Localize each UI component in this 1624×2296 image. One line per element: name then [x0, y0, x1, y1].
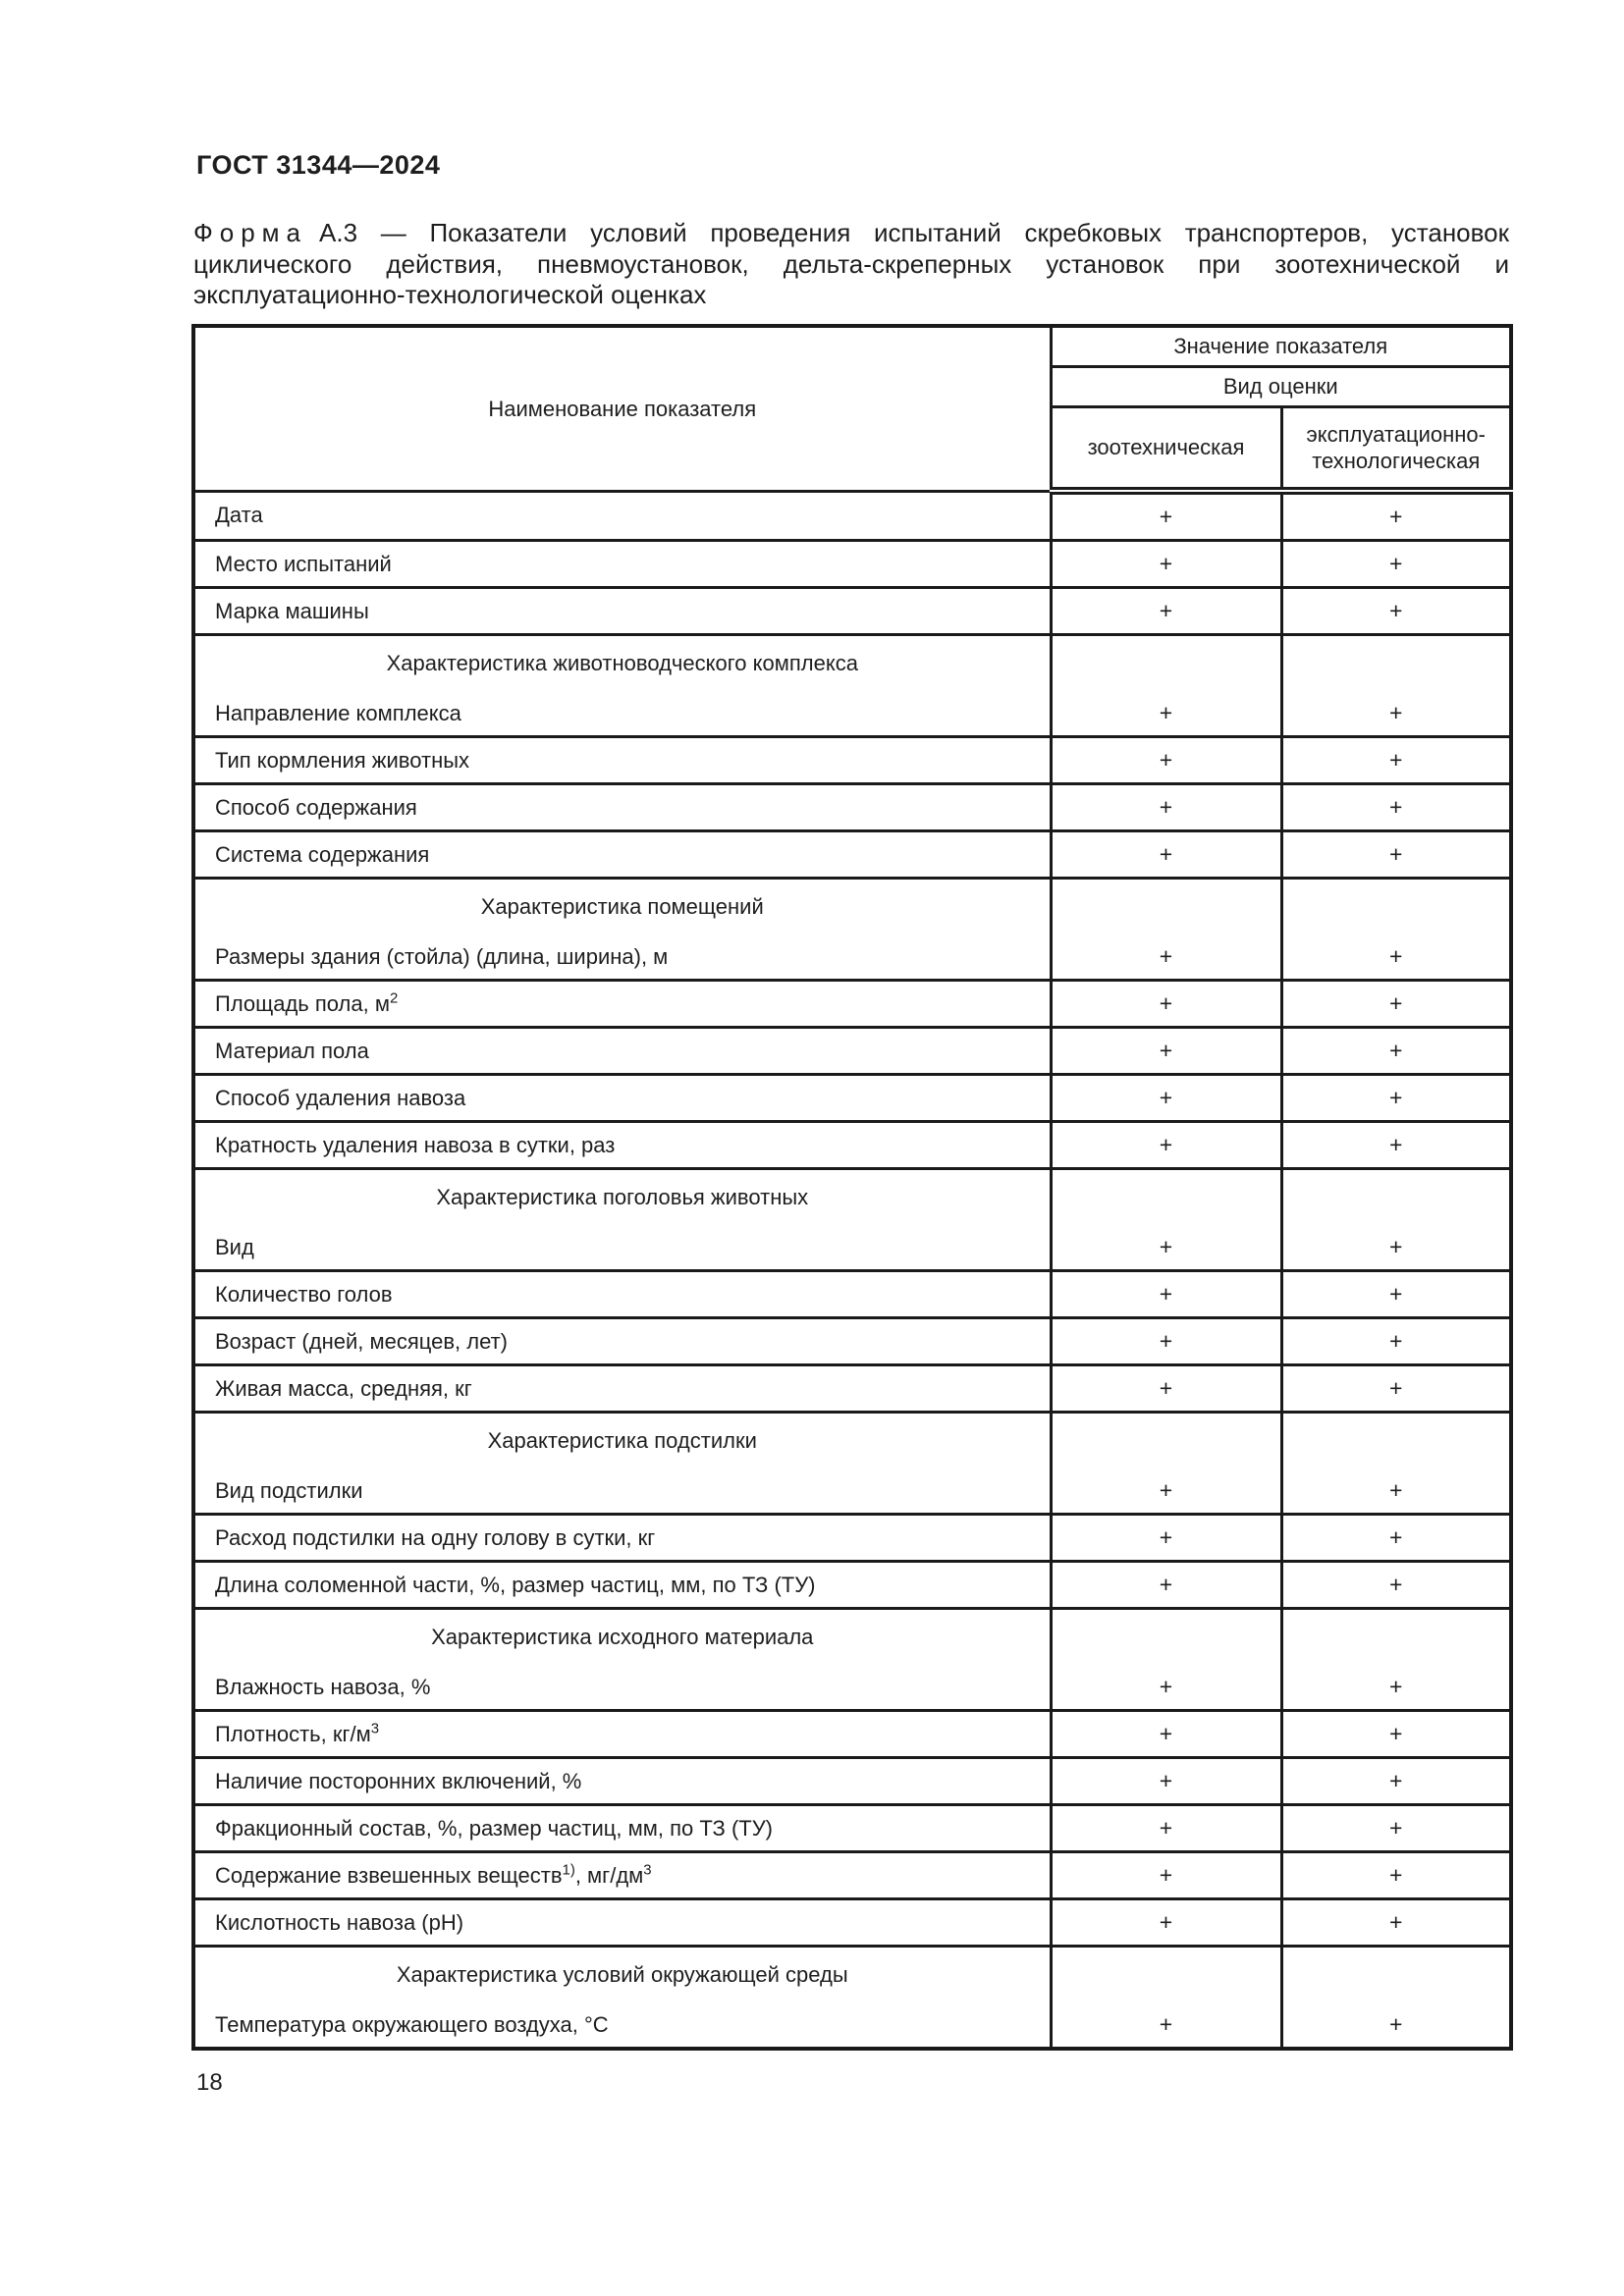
section-row	[193, 635, 1511, 692]
mark-cell-empty	[1281, 1169, 1511, 1226]
table-row	[193, 831, 1511, 879]
table-header	[193, 326, 1511, 491]
test-conditions-table	[191, 324, 1513, 2051]
table-row	[193, 737, 1511, 784]
superscript: 2	[389, 989, 399, 1007]
form-caption-separator: —	[380, 218, 406, 247]
plus-mark-cell: +	[1051, 1122, 1281, 1169]
mark-cell-empty	[1051, 1169, 1281, 1226]
section-title: Характеристика исходного материала	[193, 1609, 1051, 1666]
section-row	[193, 1413, 1511, 1469]
plus-mark-cell: +	[1051, 1805, 1281, 1852]
section-row	[193, 1947, 1511, 2003]
table-row	[193, 1562, 1511, 1609]
table-row	[193, 1468, 1511, 1515]
mark-cell-empty	[1051, 879, 1281, 935]
indicator-name: Размеры здания (стойла) (длина, ширина), м	[193, 934, 1051, 981]
plus-mark-cell: +	[1281, 1468, 1511, 1515]
superscript: 3	[370, 1720, 380, 1737]
column-header-indicator-value: Значение показателя	[1051, 326, 1511, 367]
table-row	[193, 1711, 1511, 1758]
column-header-operational-technological: эксплуатационно-технологическая	[1281, 407, 1511, 492]
mark-cell-empty	[1051, 635, 1281, 692]
section-title: Характеристика помещений	[193, 879, 1051, 935]
plus-mark-cell: +	[1051, 1515, 1281, 1562]
plus-mark-cell: +	[1281, 934, 1511, 981]
plus-mark-cell: +	[1051, 491, 1281, 541]
plus-mark-cell: +	[1281, 1805, 1511, 1852]
plus-mark-cell: +	[1281, 1075, 1511, 1122]
page-number: 18	[196, 2069, 223, 2096]
section-row	[193, 1609, 1511, 1666]
superscript: 1)	[562, 1861, 575, 1879]
plus-mark-cell: +	[1051, 1899, 1281, 1947]
table-row	[193, 1225, 1511, 1271]
indicator-name: Способ удаления навоза	[193, 1075, 1051, 1122]
superscript: 3	[643, 1861, 652, 1879]
plus-mark-cell: +	[1051, 541, 1281, 588]
indicator-name: Дата	[193, 491, 1051, 541]
plus-mark-cell: +	[1281, 1852, 1511, 1899]
table-row	[193, 1805, 1511, 1852]
mark-cell-empty	[1051, 1947, 1281, 2003]
indicator-name: Температура окружающего воздуха, °С	[193, 2002, 1051, 2049]
indicator-name: Система содержания	[193, 831, 1051, 879]
table-row	[193, 1318, 1511, 1365]
section-title: Характеристика условий окружающей среды	[193, 1947, 1051, 2003]
indicator-name: Фракционный состав, %, размер частиц, мм, по ТЗ (ТУ)	[193, 1805, 1051, 1852]
plus-mark-cell: +	[1051, 1468, 1281, 1515]
plus-mark-cell: +	[1051, 1225, 1281, 1271]
indicator-name: Место испытаний	[193, 541, 1051, 588]
plus-mark-cell: +	[1051, 1075, 1281, 1122]
plus-mark-cell: +	[1051, 1318, 1281, 1365]
plus-mark-cell: +	[1281, 784, 1511, 831]
plus-mark-cell: +	[1281, 981, 1511, 1028]
plus-mark-cell: +	[1281, 1365, 1511, 1413]
mark-cell-empty	[1281, 635, 1511, 692]
plus-mark-cell: +	[1051, 981, 1281, 1028]
plus-mark-cell: +	[1281, 1758, 1511, 1805]
section-row	[193, 879, 1511, 935]
mark-cell-empty	[1051, 1413, 1281, 1469]
table-row	[193, 541, 1511, 588]
indicator-name: Наличие посторонних включений, %	[193, 1758, 1051, 1805]
plus-mark-cell: +	[1281, 1225, 1511, 1271]
table-row	[193, 1899, 1511, 1947]
plus-mark-cell: +	[1051, 2002, 1281, 2049]
indicator-name: Количество голов	[193, 1271, 1051, 1318]
plus-mark-cell: +	[1051, 1271, 1281, 1318]
indicator-name: Способ содержания	[193, 784, 1051, 831]
indicator-name: Вид	[193, 1225, 1051, 1271]
section-title: Характеристика подстилки	[193, 1413, 1051, 1469]
indicator-name: Влажность навоза, %	[193, 1665, 1051, 1711]
plus-mark-cell: +	[1051, 831, 1281, 879]
table-row	[193, 1515, 1511, 1562]
plus-mark-cell: +	[1281, 1318, 1511, 1365]
form-caption-number: А.3	[319, 218, 358, 247]
plus-mark-cell: +	[1051, 737, 1281, 784]
form-caption-label: Форма	[193, 218, 308, 247]
table-row	[193, 1122, 1511, 1169]
column-header-evaluation-kind: Вид оценки	[1051, 367, 1511, 407]
section-row	[193, 1169, 1511, 1226]
mark-cell-empty	[1281, 879, 1511, 935]
indicator-name: Кислотность навоза (pH)	[193, 1899, 1051, 1947]
indicator-name: Тип кормления животных	[193, 737, 1051, 784]
plus-mark-cell: +	[1281, 831, 1511, 879]
plus-mark-cell: +	[1281, 1122, 1511, 1169]
indicator-name: Живая масса, средняя, кг	[193, 1365, 1051, 1413]
column-header-zootechnical: зоотехническая	[1051, 407, 1281, 492]
plus-mark-cell: +	[1281, 1899, 1511, 1947]
plus-mark-cell: +	[1281, 588, 1511, 635]
plus-mark-cell: +	[1051, 784, 1281, 831]
plus-mark-cell: +	[1281, 1028, 1511, 1075]
section-title: Характеристика животноводческого комплекса	[193, 635, 1051, 692]
form-caption-text: Показатели условий проведения испытаний скребковых транспортеров, установок циклического действия, пневмоустановок, дельта-скреперных установок при зоотехнической и эксплуатационно-технологической оценках	[193, 218, 1509, 310]
table-body	[193, 491, 1511, 2049]
indicator-name: Направление комплекса	[193, 691, 1051, 737]
table-row	[193, 981, 1511, 1028]
table-row	[193, 1852, 1511, 1899]
section-title: Характеристика поголовья животных	[193, 1169, 1051, 1226]
indicator-name: Возраст (дней, месяцев, лет)	[193, 1318, 1051, 1365]
table-row	[193, 588, 1511, 635]
table-row	[193, 1665, 1511, 1711]
table-row	[193, 491, 1511, 541]
plus-mark-cell: +	[1051, 1365, 1281, 1413]
table-row	[193, 784, 1511, 831]
plus-mark-cell: +	[1281, 1711, 1511, 1758]
plus-mark-cell: +	[1281, 1562, 1511, 1609]
plus-mark-cell: +	[1281, 1515, 1511, 1562]
plus-mark-cell: +	[1051, 1711, 1281, 1758]
doc-standard-number: ГОСТ 31344—2024	[196, 150, 441, 180]
mark-cell-empty	[1281, 1609, 1511, 1666]
column-header-indicator-name: Наименование показателя	[193, 326, 1051, 491]
table-row	[193, 1075, 1511, 1122]
table-row	[193, 934, 1511, 981]
plus-mark-cell: +	[1051, 691, 1281, 737]
plus-mark-cell: +	[1051, 1852, 1281, 1899]
indicator-name: Марка машины	[193, 588, 1051, 635]
indicator-name: Материал пола	[193, 1028, 1051, 1075]
mark-cell-empty	[1281, 1947, 1511, 2003]
plus-mark-cell: +	[1281, 2002, 1511, 2049]
plus-mark-cell: +	[1051, 1028, 1281, 1075]
indicator-name: Расход подстилки на одну голову в сутки, кг	[193, 1515, 1051, 1562]
indicator-name: Площадь пола, $м^2$	[193, 981, 1051, 1028]
plus-mark-cell: +	[1281, 691, 1511, 737]
table-row	[193, 1271, 1511, 1318]
indicator-name: Содержание взвешенных веществ$^{1)}$, $мг/дм^3$	[193, 1852, 1051, 1899]
plus-mark-cell: +	[1281, 1665, 1511, 1711]
plus-mark-cell: +	[1051, 1758, 1281, 1805]
plus-mark-cell: +	[1281, 491, 1511, 541]
table-row	[193, 1028, 1511, 1075]
plus-mark-cell: +	[1051, 588, 1281, 635]
plus-mark-cell: +	[1281, 1271, 1511, 1318]
table-row	[193, 2002, 1511, 2049]
mark-cell-empty	[1051, 1609, 1281, 1666]
plus-mark-cell: +	[1051, 934, 1281, 981]
indicator-name: Кратность удаления навоза в сутки, раз	[193, 1122, 1051, 1169]
plus-mark-cell: +	[1281, 737, 1511, 784]
table-row	[193, 691, 1511, 737]
indicator-name: Вид подстилки	[193, 1468, 1051, 1515]
plus-mark-cell: +	[1051, 1665, 1281, 1711]
table-row	[193, 1365, 1511, 1413]
indicator-name: Плотность, $кг/м^3$	[193, 1711, 1051, 1758]
plus-mark-cell: +	[1051, 1562, 1281, 1609]
plus-mark-cell: +	[1281, 541, 1511, 588]
indicator-name: Длина соломенной части, %, размер частиц, мм, по ТЗ (ТУ)	[193, 1562, 1051, 1609]
table-row	[193, 1758, 1511, 1805]
form-caption	[193, 218, 1509, 311]
mark-cell-empty	[1281, 1413, 1511, 1469]
